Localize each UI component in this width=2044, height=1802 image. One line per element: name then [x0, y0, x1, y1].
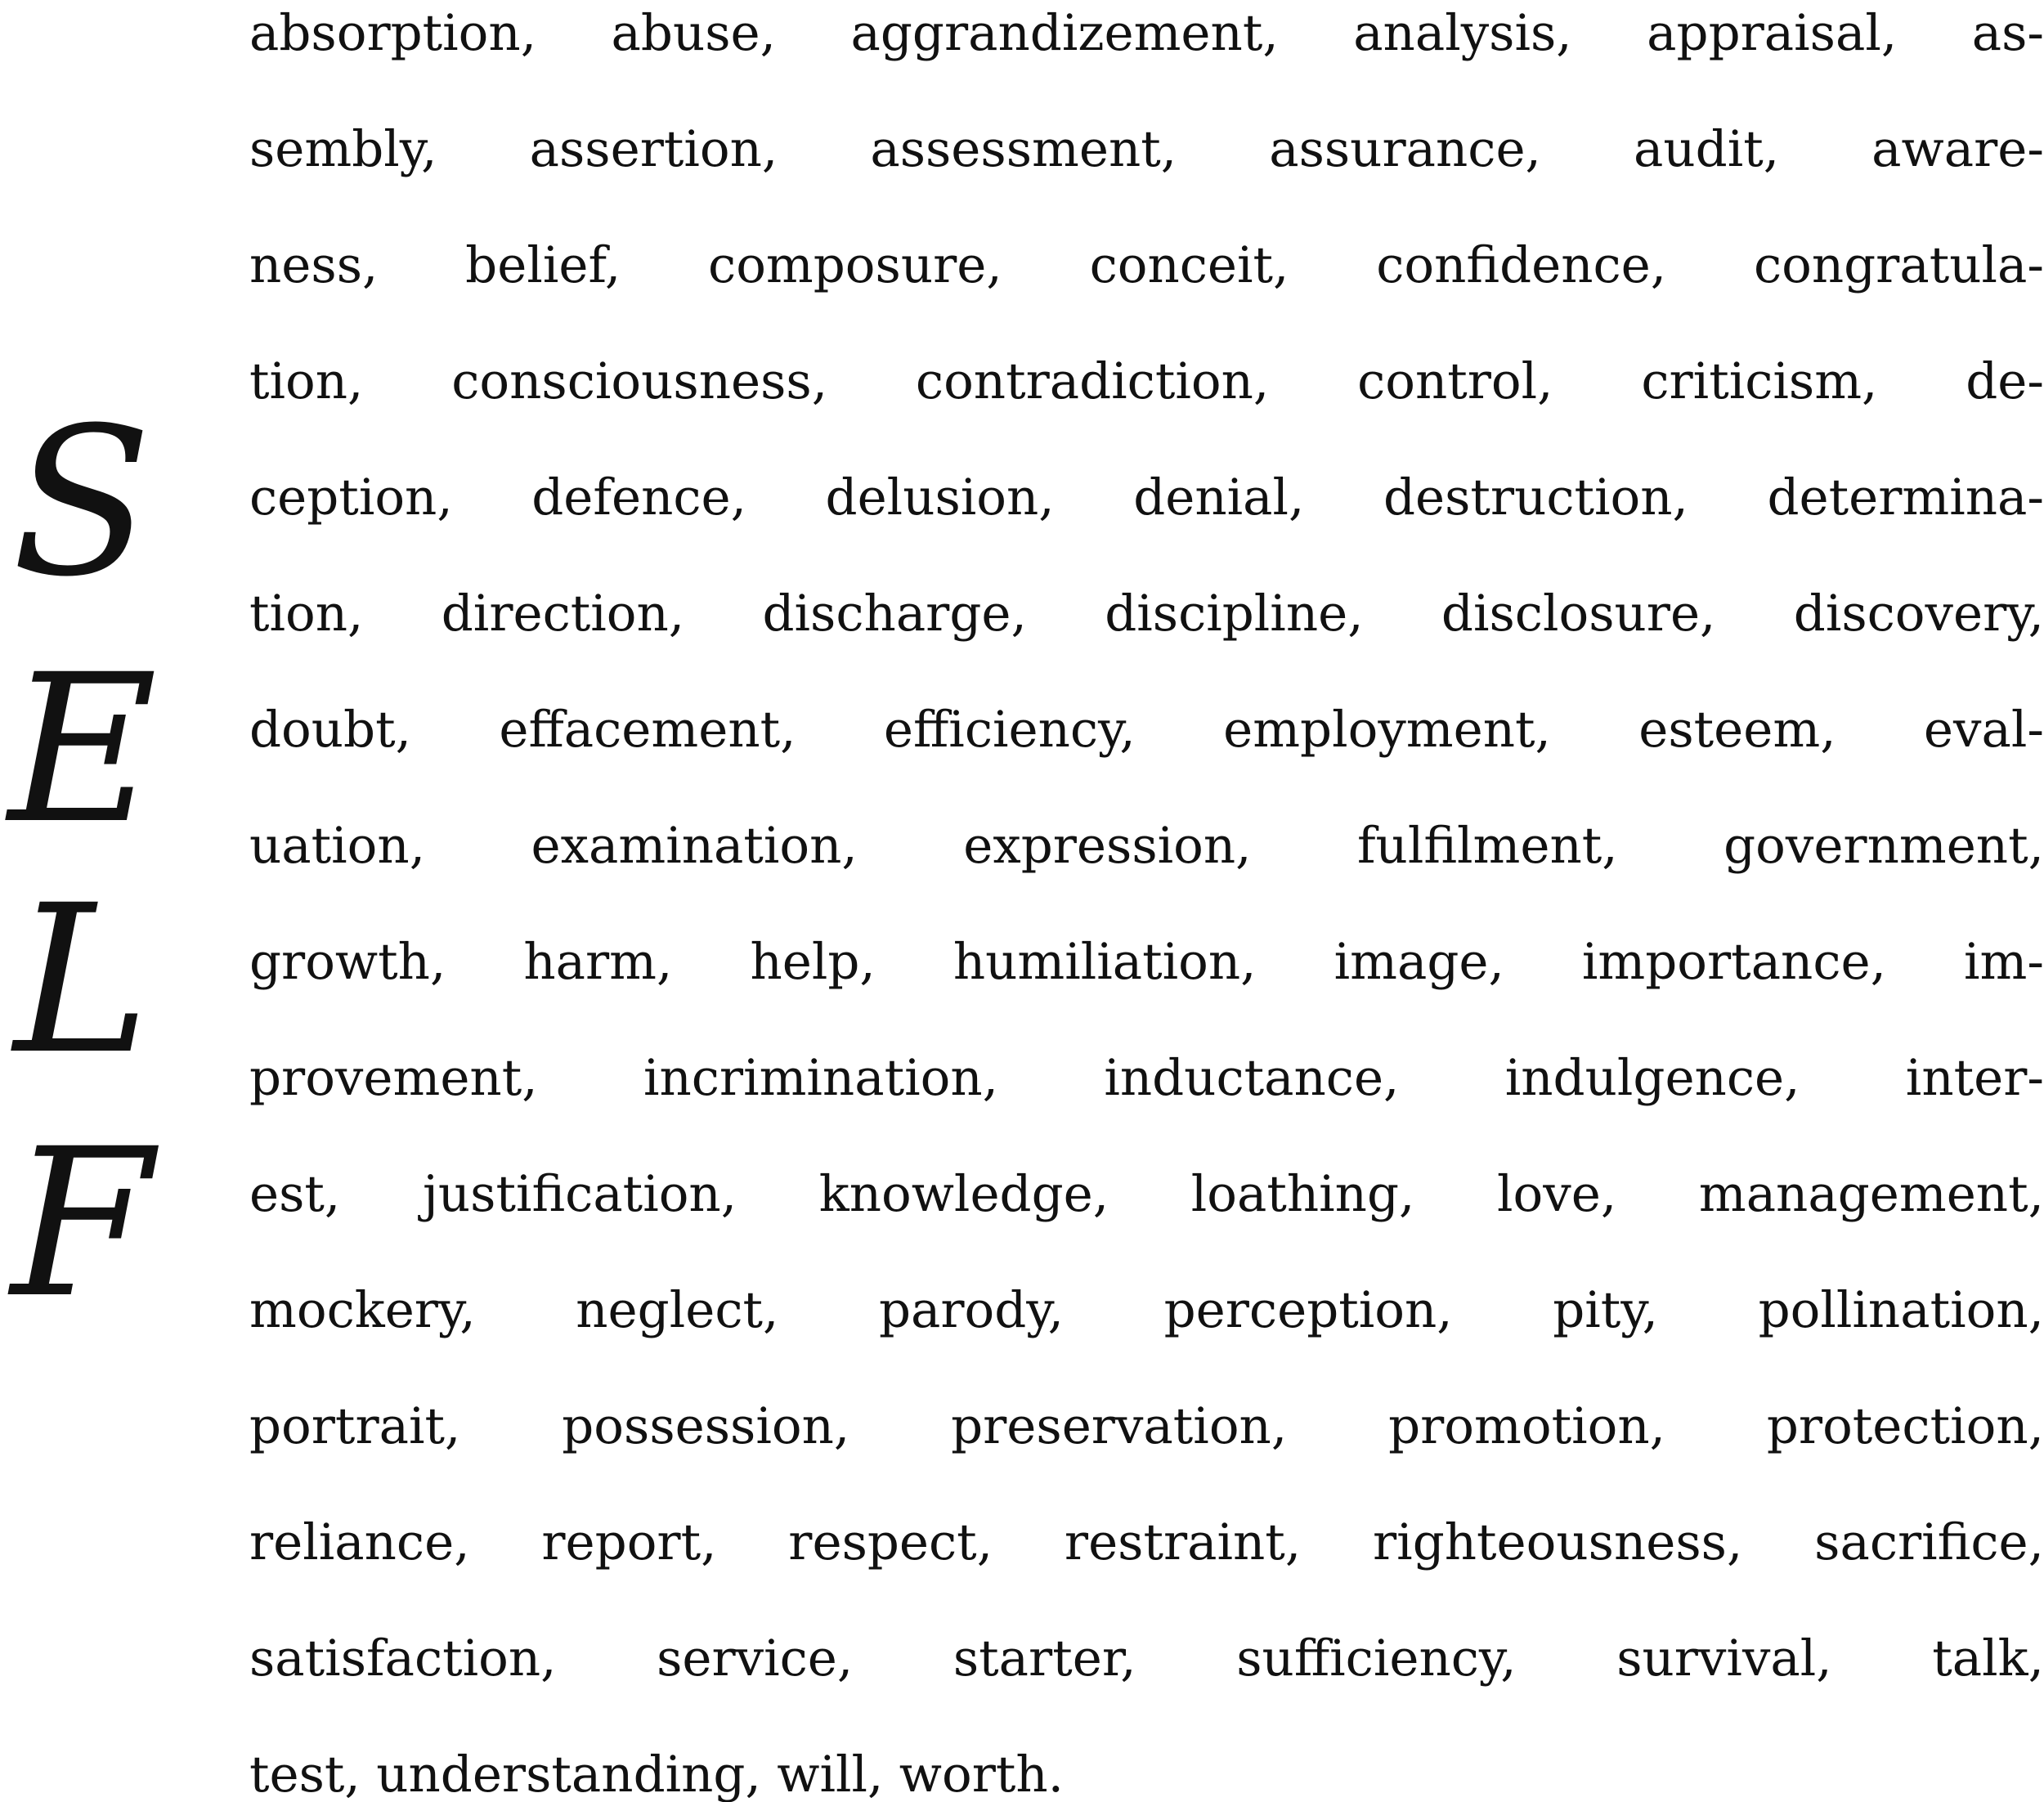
text-line: tion, consciousness, contradiction, control, criticism, de- [249, 352, 2044, 410]
text-line: uation, examination, expression, fulfilment, government, [249, 817, 2044, 875]
text-line: portrait, possession, preservation, promotion, protection, [249, 1397, 2044, 1455]
text-line: ception, defence, delusion, denial, destruction, determina- [249, 468, 2044, 527]
title-letter-l: L [13, 861, 150, 1099]
title-letter-f: F [11, 1105, 153, 1343]
text-line: provement, incrimination, inductance, indulgence, inter- [249, 1049, 2044, 1107]
text-line: est, justification, knowledge, loathing, love, management, [249, 1165, 2044, 1223]
text-line-last: test, understanding, will, worth. [249, 1746, 1065, 1802]
self-vertical-title [0, 383, 164, 1353]
text-line: satisfaction, service, starter, sufficiency, survival, talk, [249, 1629, 2044, 1688]
text-line: sembly, assertion, assessment, assurance, audit, aware- [249, 120, 2044, 178]
text-line: tion, direction, discharge, discipline, disclosure, discovery, [249, 585, 2044, 643]
text-line: absorption, abuse, aggrandizement, analysis, appraisal, as- [249, 4, 2044, 62]
text-line: ness, belief, composure, conceit, confidence, congratula- [249, 236, 2044, 294]
text-line: mockery, neglect, parody, perception, pity, pollination, [249, 1281, 2044, 1339]
title-letter-e: E [8, 630, 158, 868]
text-line: doubt, effacement, efficiency, employment, esteem, eval- [249, 701, 2044, 759]
title-letter-s: S [11, 383, 152, 621]
text-line: growth, harm, help, humiliation, image, importance, im- [249, 933, 2044, 991]
text-line: reliance, report, respect, restraint, righteousness, sacrifice, [249, 1513, 2044, 1571]
word-list-paragraph [249, 0, 2044, 1802]
